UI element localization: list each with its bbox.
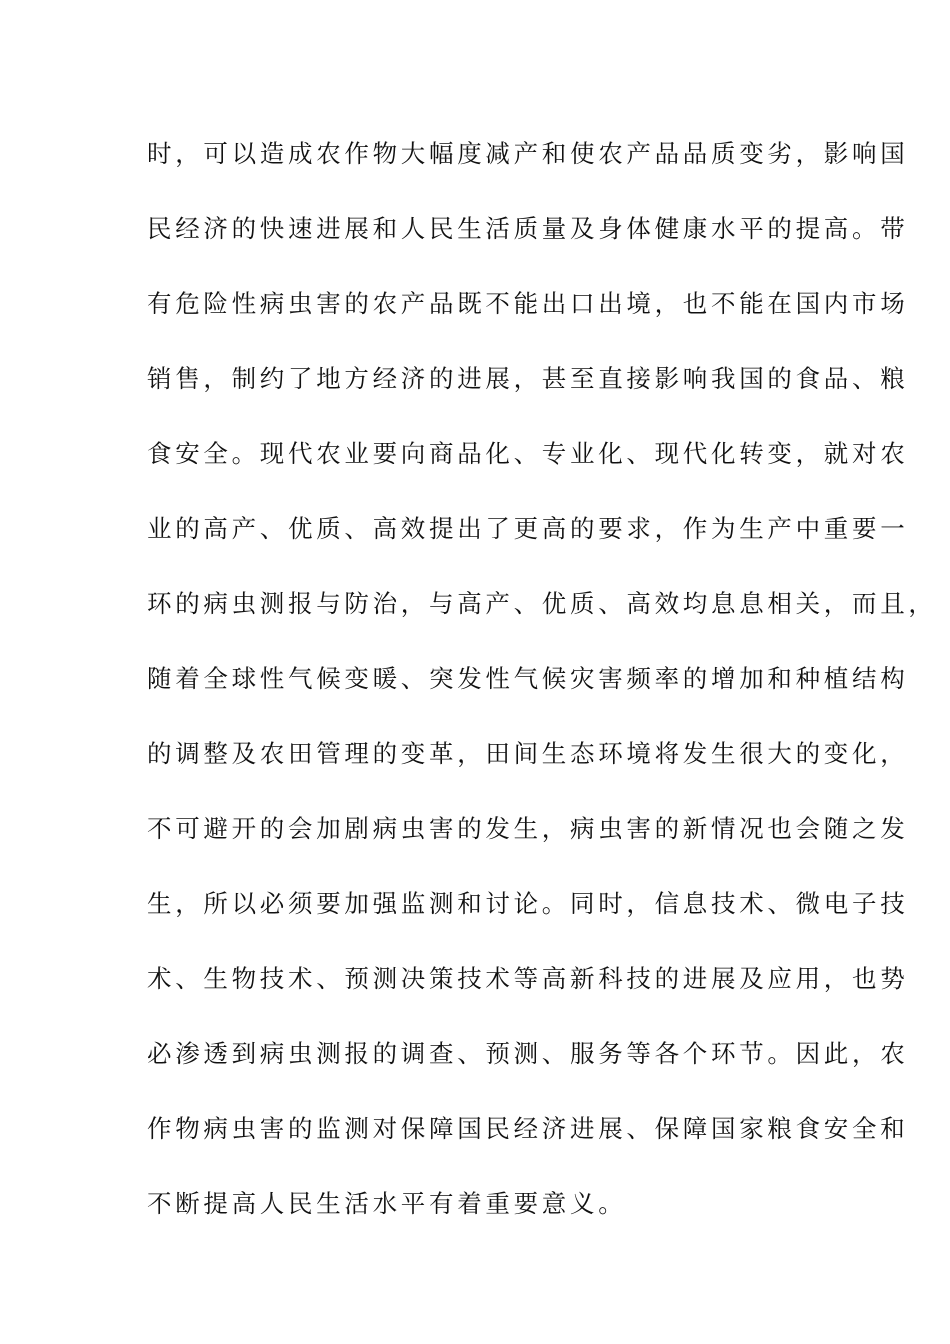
text-line: 的调整及农田管理的变革，田间生态环境将发生很大的变化，: [147, 739, 909, 768]
text-line: 环的病虫测报与防治，与高产、优质、高效均息息相关，而且，: [147, 589, 937, 618]
text-line: 不可避开的会加剧病虫害的发生，病虫害的新情况也会随之发: [147, 814, 909, 843]
text-line: 业的高产、优质、高效提出了更高的要求，作为生产中重要一: [147, 514, 909, 543]
text-line: 必渗透到病虫测报的调查、预测、服务等各个环节。因此，农: [147, 1039, 909, 1068]
text-line: 销售，制约了地方经济的进展，甚至直接影响我国的食品、粮: [147, 364, 909, 393]
text-line: 民经济的快速进展和人民生活质量及身体健康水平的提高。带: [147, 214, 909, 243]
text-line: 食安全。现代农业要向商品化、专业化、现代化转变，就对农: [147, 439, 909, 468]
text-line: 生，所以必须要加强监测和讨论。同时，信息技术、微电子技: [147, 889, 909, 918]
text-line: 时，可以造成农作物大幅度减产和使农产品品质变劣，影响国: [147, 139, 909, 168]
text-line: 作物病虫害的监测对保障国民经济进展、保障国家粮食安全和: [147, 1114, 909, 1143]
text-line: 有危险性病虫害的农产品既不能出口出境，也不能在国内市场: [147, 289, 909, 318]
text-line: 随着全球性气候变暖、突发性气候灾害频率的增加和种植结构: [147, 664, 909, 693]
text-line: 不断提高人民生活水平有着重要意义。: [147, 1189, 627, 1218]
text-line: 术、生物技术、预测决策技术等高新科技的进展及应用，也势: [147, 964, 909, 993]
paragraph: [147, 130, 937, 1255]
